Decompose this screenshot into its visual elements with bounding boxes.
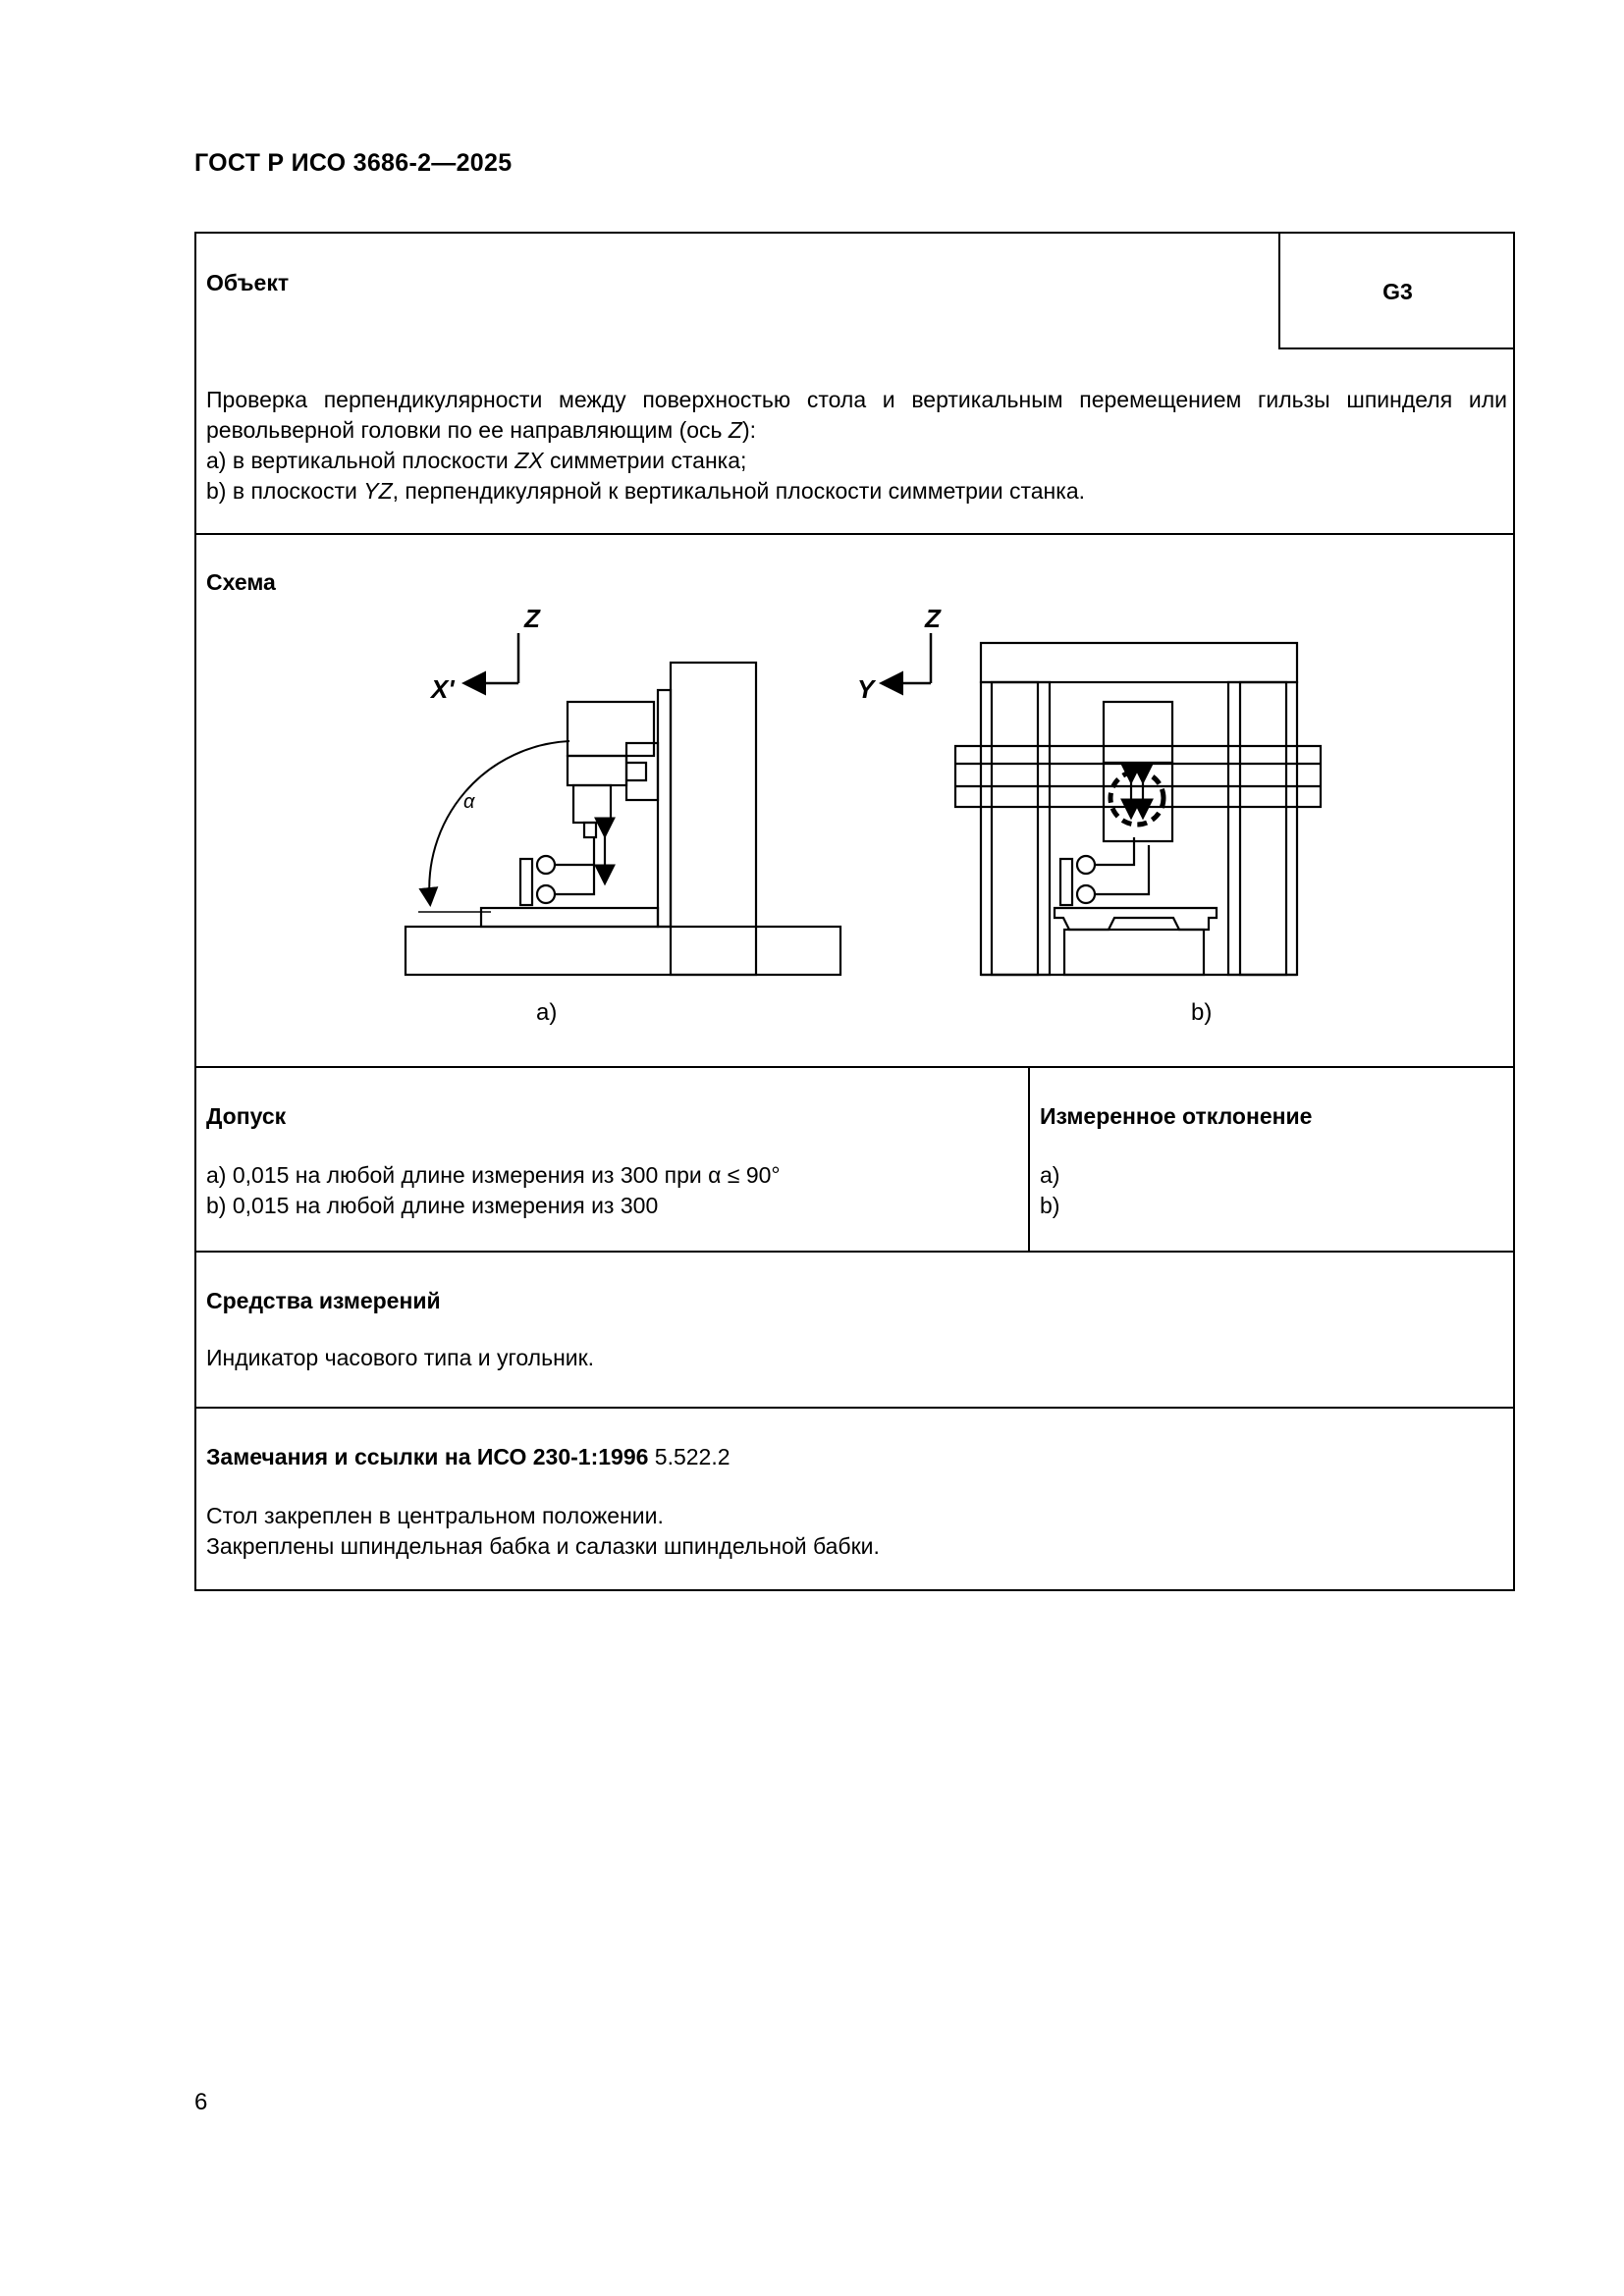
tolerance-line-a: a) 0,015 на любой длине измерения из 300 при α ≤ 90° (206, 1162, 781, 1188)
divider-schema-tolerance (196, 1066, 1513, 1068)
divider-tolerance-measured (1028, 1066, 1030, 1253)
schema-figures (196, 535, 1513, 1065)
fig-b-indicator-dial (1077, 856, 1095, 874)
fig-a-caption: a) (536, 999, 558, 1026)
fig-a-spindle (573, 785, 611, 823)
divider-instruments-notes (196, 1407, 1513, 1409)
standard-title: ГОСТ Р ИСО 3686-2—2025 (194, 149, 513, 177)
fig-b-indicator-path (1110, 772, 1164, 825)
fig-b-axis-z: Z (925, 604, 941, 633)
fig-b-square (1060, 859, 1072, 905)
instruments-heading: Средства измерений (206, 1288, 441, 1313)
object-item-b (206, 476, 1507, 507)
item-a-plane: ZX (514, 448, 544, 473)
fig-a-axis-x: X' (431, 674, 455, 704)
page-number: 6 (194, 2089, 208, 2115)
fig-a-angle-label: α (463, 791, 475, 813)
description-text: Проверка перпендикулярности между поверхностью стола и вертикальным перемещением гильзы шпинделя или револьверной головки по ее направляющим (ось (206, 387, 1507, 443)
tolerance-cell (206, 1101, 1021, 1221)
fig-b-table (1055, 908, 1217, 930)
fig-a-head (568, 702, 654, 756)
object-item-a (206, 446, 1507, 476)
notes-heading (206, 1442, 1502, 1472)
fig-a-indicator-dial (537, 856, 555, 874)
divider-tolerance-instruments (196, 1251, 1513, 1253)
measured-cell (1040, 1101, 1501, 1221)
instruments-text: Индикатор часового типа и угольник. (206, 1345, 595, 1370)
fig-b-axis-y: Y (857, 674, 875, 704)
fig-b-base (1064, 930, 1204, 975)
notes-line-2: Закреплены шпиндельная бабка и салазки шпиндельной бабки. (206, 1533, 880, 1559)
object-description-line (206, 385, 1507, 446)
tolerance-heading: Допуск (206, 1103, 287, 1129)
measured-line-b: b) (1040, 1193, 1060, 1218)
fig-a-column (671, 663, 756, 975)
measured-heading: Измеренное отклонение (1040, 1103, 1313, 1129)
item-b-plane: YZ (363, 478, 393, 504)
fig-a-column-guide (658, 690, 671, 927)
object-heading: Объект (206, 270, 290, 295)
fig-b-cross-rail (955, 746, 1321, 807)
description-axis: Z (728, 417, 742, 443)
tolerance-line-b: b) 0,015 на любой длине измерения из 300 (206, 1193, 659, 1218)
notes-cell (206, 1442, 1502, 1562)
description-end: ): (741, 417, 757, 443)
item-a-prefix: a) в вертикальной плоскости (206, 448, 515, 473)
fig-b-head (1104, 702, 1172, 763)
figure-b (884, 633, 1321, 975)
instruments-cell (206, 1286, 1502, 1373)
fig-a-angle-arc (429, 741, 569, 903)
notes-heading-bold: Замечания и ссылки на ИСО 230-1:1996 (206, 1444, 649, 1469)
object-code: G3 (1382, 279, 1413, 304)
fig-a-base (406, 927, 840, 975)
test-sheet-table (194, 232, 1515, 1591)
schema-heading: Схема (206, 569, 276, 595)
item-b-suffix: , перпендикулярной к вертикальной плоскости симметрии станка. (392, 478, 1086, 504)
notes-heading-ref: 5.522.2 (648, 1444, 731, 1469)
item-a-suffix: симметрии станка; (543, 448, 747, 473)
fig-b-caption: b) (1191, 999, 1213, 1026)
object-description (206, 385, 1507, 507)
fig-b-top-beam (981, 643, 1297, 682)
code-box-bottom (1278, 347, 1513, 349)
fig-a-table (481, 908, 658, 927)
notes-line-1: Стол закреплен в центральном положении. (206, 1503, 664, 1528)
measured-line-a: a) (1040, 1162, 1060, 1188)
fig-a-axis-z: Z (524, 604, 540, 633)
fig-a-square (520, 859, 532, 905)
item-b-prefix: b) в плоскости (206, 478, 364, 504)
